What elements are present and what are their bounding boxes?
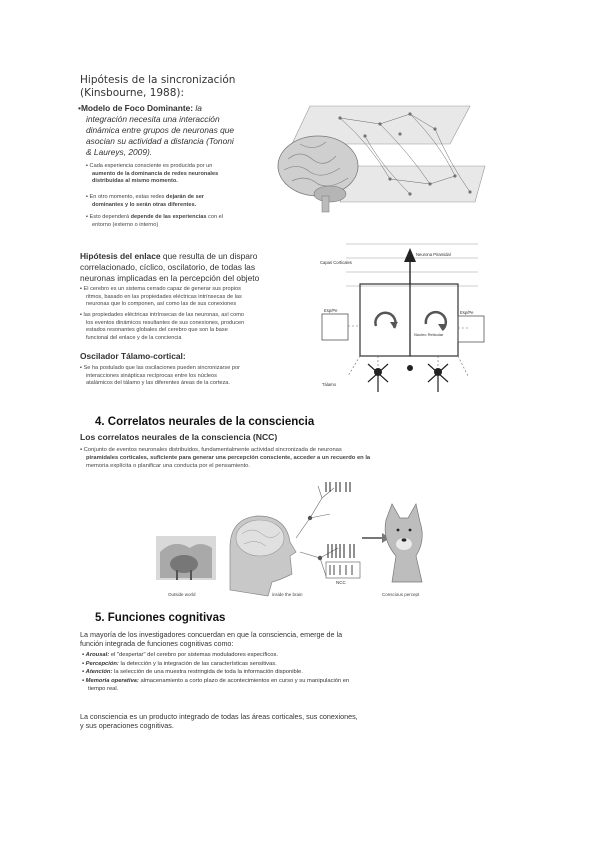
sync-bullet-2: ▪ En otro momento, estas redes dejarán de ser dominantes y lo serán otras diferentes. bbox=[86, 194, 204, 208]
section4-title: 4. Correlatos neurales de la consciencia bbox=[95, 416, 315, 428]
model-text-4: asocian su actividad a distancia (Tononi bbox=[86, 136, 234, 146]
label-pyramidal: Neurona Piramidal bbox=[416, 252, 451, 257]
brain-network-illustration bbox=[270, 104, 490, 230]
brain-network-figure bbox=[270, 104, 490, 230]
label-esp-left: Esp/Pe bbox=[324, 308, 338, 313]
ncc-figure bbox=[150, 478, 450, 600]
thalamocortical-circuit-figure bbox=[318, 236, 486, 396]
binding-title: Hipótesis del enlace que resulta de un disparo bbox=[80, 251, 258, 261]
oscillator-bullet: ▪ Se ha postulado que las oscilaciones pueden sincronizarse por interacciones sinápticas recíprocas entre los núcleos atalámicos del tálamo y las diferentes áreas de la corteza. bbox=[80, 365, 240, 387]
cognitive-functions-list bbox=[82, 651, 462, 694]
circuit-diagram bbox=[318, 236, 486, 396]
model-text-5: & Laureys, 2009). bbox=[86, 147, 153, 157]
fig-outside-label: Outside world bbox=[168, 592, 196, 597]
section5-conclusion: La consciencia es un producto integrado de todas las áreas corticales, sus conexiones, y sus operaciones cognitivas. bbox=[80, 712, 358, 731]
sync-title-line2: (Kinsbourne, 1988): bbox=[80, 87, 185, 99]
label-talamo: Tálamo bbox=[322, 382, 336, 387]
list-item: ▪ Memoria operativa: almacenamiento a corto plazo de acontecimientos en curso y su manipulación en bbox=[82, 677, 350, 684]
section5-title: 5. Funciones cognitivas bbox=[95, 612, 226, 624]
label-esp-right: Esp/Pe bbox=[460, 310, 474, 315]
model-text-3: dinámica entre grupos de neuronas que bbox=[86, 125, 235, 135]
section5-intro: La mayoría de los investigadores concuerdan en que la consciencia, emerge de la función integrada de funciones cognitivas como: bbox=[80, 630, 343, 649]
model-bullet: •Modelo de Foco Dominante: la bbox=[78, 103, 202, 113]
label-reticular: Núcleo Reticular bbox=[414, 332, 444, 337]
sync-bullet-3: ▪ Esto dependerá depende de las experiencias con el entorno (externo o interno) bbox=[86, 214, 223, 228]
fig-inside-label: inside the brain bbox=[272, 592, 303, 597]
ncc-definition: ▪ Conjunto de eventos neuronales distribuidos, fundamentalmente actividad sincronizada de neuronas piramidales corticales, suficiente para generar una percepción consciente, acceder a un recuerdo en la memoria explícita o planificar una conducta por el pensamiento. bbox=[80, 447, 371, 470]
model-text-1: la bbox=[195, 103, 202, 113]
list-item: ▪ Arousal: el "despertar" del cerebro por sistemas moduladores específicos. bbox=[82, 652, 278, 658]
label-cortex: Capas Corticales bbox=[320, 260, 352, 265]
binding-title-line3: neuronas implicadas en la percepción del objeto bbox=[80, 273, 260, 283]
ncc-illustration bbox=[150, 478, 450, 600]
binding-title-line2: correlacionado, cíclico, oscilatorio, de todas las bbox=[80, 262, 256, 272]
section4-subtitle: Los correlatos neurales de la consciencia (NCC) bbox=[80, 432, 278, 442]
list-item: ▪ Atención: la selección de una muestra restringida de toda la información disponible. bbox=[82, 669, 303, 676]
fig-ncc-label: NCC bbox=[336, 580, 346, 585]
model-text-2: integración necesita una interacción bbox=[86, 114, 220, 124]
model-label: Modelo de Foco Dominante: bbox=[80, 103, 194, 113]
list-item-continuation: tiempo real. bbox=[88, 686, 119, 693]
binding-bullet-1: ▪ El cerebro es un sistema cerrado capaz de generar sus propios ritmos, basado en las propiedades eléctricas intrínsecas de las neuronas que lo componen, así como las de sus conexiones bbox=[80, 286, 242, 308]
list-item: ▪ Percepción: la detección y la integración de las características sensitivas. bbox=[82, 660, 277, 667]
binding-bullet-2: ▪ las propiedades eléctricas intrínsecas de las neuronas, así como los eventos dinámicos resultantes de sus conexiones, producen estados resonantes globales del cerebro que son la base funcional del enlace y de la conciencia bbox=[80, 312, 245, 341]
oscillator-title: Oscilador Tálamo-cortical: bbox=[80, 351, 186, 361]
sync-title-line1: Hipótesis de la sincronización bbox=[80, 74, 236, 86]
fig-percept-label: Conscious percept bbox=[382, 592, 420, 597]
sync-bullet-1: ▪ Cada experiencia consciente es producida por un aumento de la dominancia de redes neuronales distribuidas al mismo momento. bbox=[86, 163, 219, 185]
